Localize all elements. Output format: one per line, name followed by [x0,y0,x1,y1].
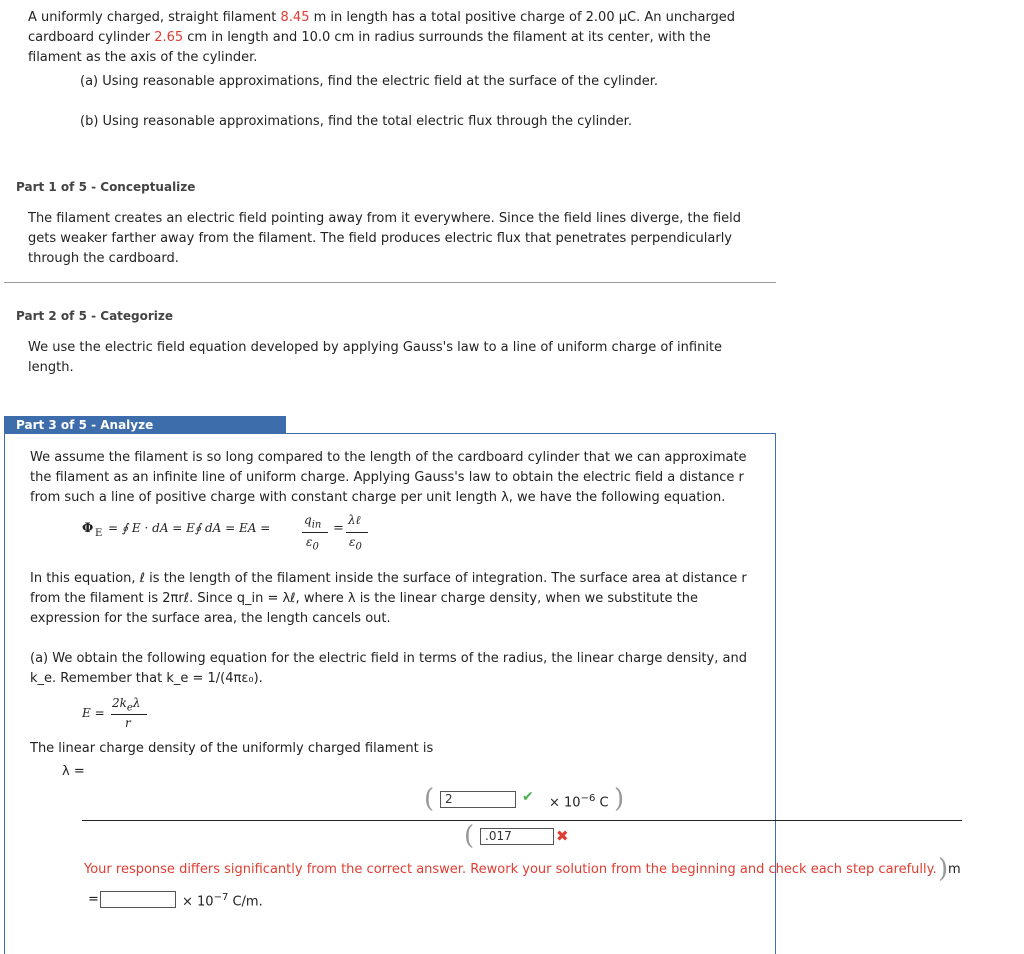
part3-explanation: In this equation, ℓ is the length of the filament inside the surface of integration. The surface area at distance r from the filament is 2πrℓ. Since q_in = λℓ, where λ is the linear charge density, when we substitute the expression for the surface area, the length cancels out. [30,571,747,626]
flux-subscript: E [95,528,103,539]
part3-intro: We assume the filament is so long compared to the length of the cardboard cylinder that we can approximate the filament as an infinite line of uniform charge. Applying Gauss's law to obtain the electric field a distance r from such a line of positive charge with constant charge per unit length λ, we have the following equation. [30,450,747,505]
frac2-numerator: λℓ [348,513,361,527]
numerator-unit [549,793,609,810]
epsilon-symbol: ε [349,535,356,549]
epsilon-symbol: ε [306,535,313,549]
field-denominator: r [125,716,131,730]
fraction-bar [302,532,328,533]
field-lhs: E = [82,706,105,720]
result-unit [182,892,263,909]
gauss-middle: = ∮ E · dA = E∮ dA = EA = [108,521,271,535]
equals-sign: = [333,521,344,536]
frac1-denominator [306,535,319,552]
filament-length-value: 8.45 [280,10,310,25]
answer-fraction-bar [82,820,962,821]
frac1-numerator [304,513,321,530]
subpart-a-intro: (a) We obtain the following equation for the electric field in terms of the radius, the linear charge density, and k_e. Remember that k_e = 1/(4πε₀). [30,651,747,686]
gauss-law-equation [82,513,382,561]
lambda-label: λ = [62,764,85,779]
lambda-intro: The linear charge density of the uniformly charged filament is [30,741,434,756]
result-equals: = [88,892,99,907]
question-b: (b) Using reasonable approximations, find the total electric flux through the cylinder. [80,114,632,129]
cylinder-length-value: 2.65 [154,30,184,45]
field-num-text: 2k [112,696,127,710]
result-input[interactable] [100,891,176,908]
unit-exponent: −6 [580,793,596,804]
part3-heading-tab: Part 3 of 5 - Analyze [4,416,286,434]
error-feedback: Your response differs significantly from the correct answer. Rework your solution from the beginning and check each step carefully. [84,862,937,877]
field-equation [82,696,202,736]
left-paren: ( [424,784,435,814]
divider [4,282,776,283]
part1-body: The filament creates an electric field pointing away from it everywhere. Since the field lines diverge, the field gets weaker farther away from the filament. The field produces electric flux that penetrates perpendicularly through the cardboard. [28,211,742,266]
unit-meter: m [948,862,961,877]
unit-c-per-m: C/m. [228,894,263,910]
question-a: (a) Using reasonable approximations, find the electric field at the surface of the cylinder. [80,74,659,89]
left-paren: ( [464,821,475,851]
part1-heading: Part 1 of 5 - Conceptualize [16,180,196,194]
part2-heading: Part 2 of 5 - Categorize [16,309,174,323]
problem-text: A uniformly charged, straight filament [28,10,281,25]
field-numerator [112,696,140,713]
fraction-bar [111,714,147,715]
problem-line-2 [28,28,748,48]
numerator-input[interactable] [440,791,516,808]
flux-symbol: Φ [82,521,94,536]
fraction-bar [346,532,368,533]
q-symbol: q [304,513,312,527]
field-num-lambda: λ [132,696,141,710]
incorrect-x-icon: ✖ [556,827,569,845]
denominator-input[interactable] [480,828,554,845]
unit-exponent: −7 [213,892,229,903]
problem-line-1 [28,8,748,28]
q-subscript: in [311,519,322,531]
problem-line-3: filament as the axis of the cylinder. [28,50,258,65]
unit-coulomb: C [595,795,609,811]
problem-text: cardboard cylinder [28,30,155,45]
epsilon-subscript: 0 [312,541,319,553]
correct-check-icon: ✔ [522,789,534,805]
field-num-sub: e [126,702,133,714]
problem-text: m in length has a total positive charge of 2.00 μC. An uncharged [309,10,736,25]
right-paren: ) [938,854,949,884]
part2-body: We use the electric field equation developed by applying Gauss's law to a line of uniform charge of infinite length. [28,340,723,375]
problem-text: cm in length and 10.0 cm in radius surrounds the filament at its center, with the [183,30,711,45]
frac2-denominator [349,535,362,552]
unit-base: × 10 [182,894,214,910]
unit-base: × 10 [549,795,581,811]
epsilon-subscript: 0 [355,541,362,553]
right-paren: ) [614,784,625,814]
problem-statement [28,8,748,68]
